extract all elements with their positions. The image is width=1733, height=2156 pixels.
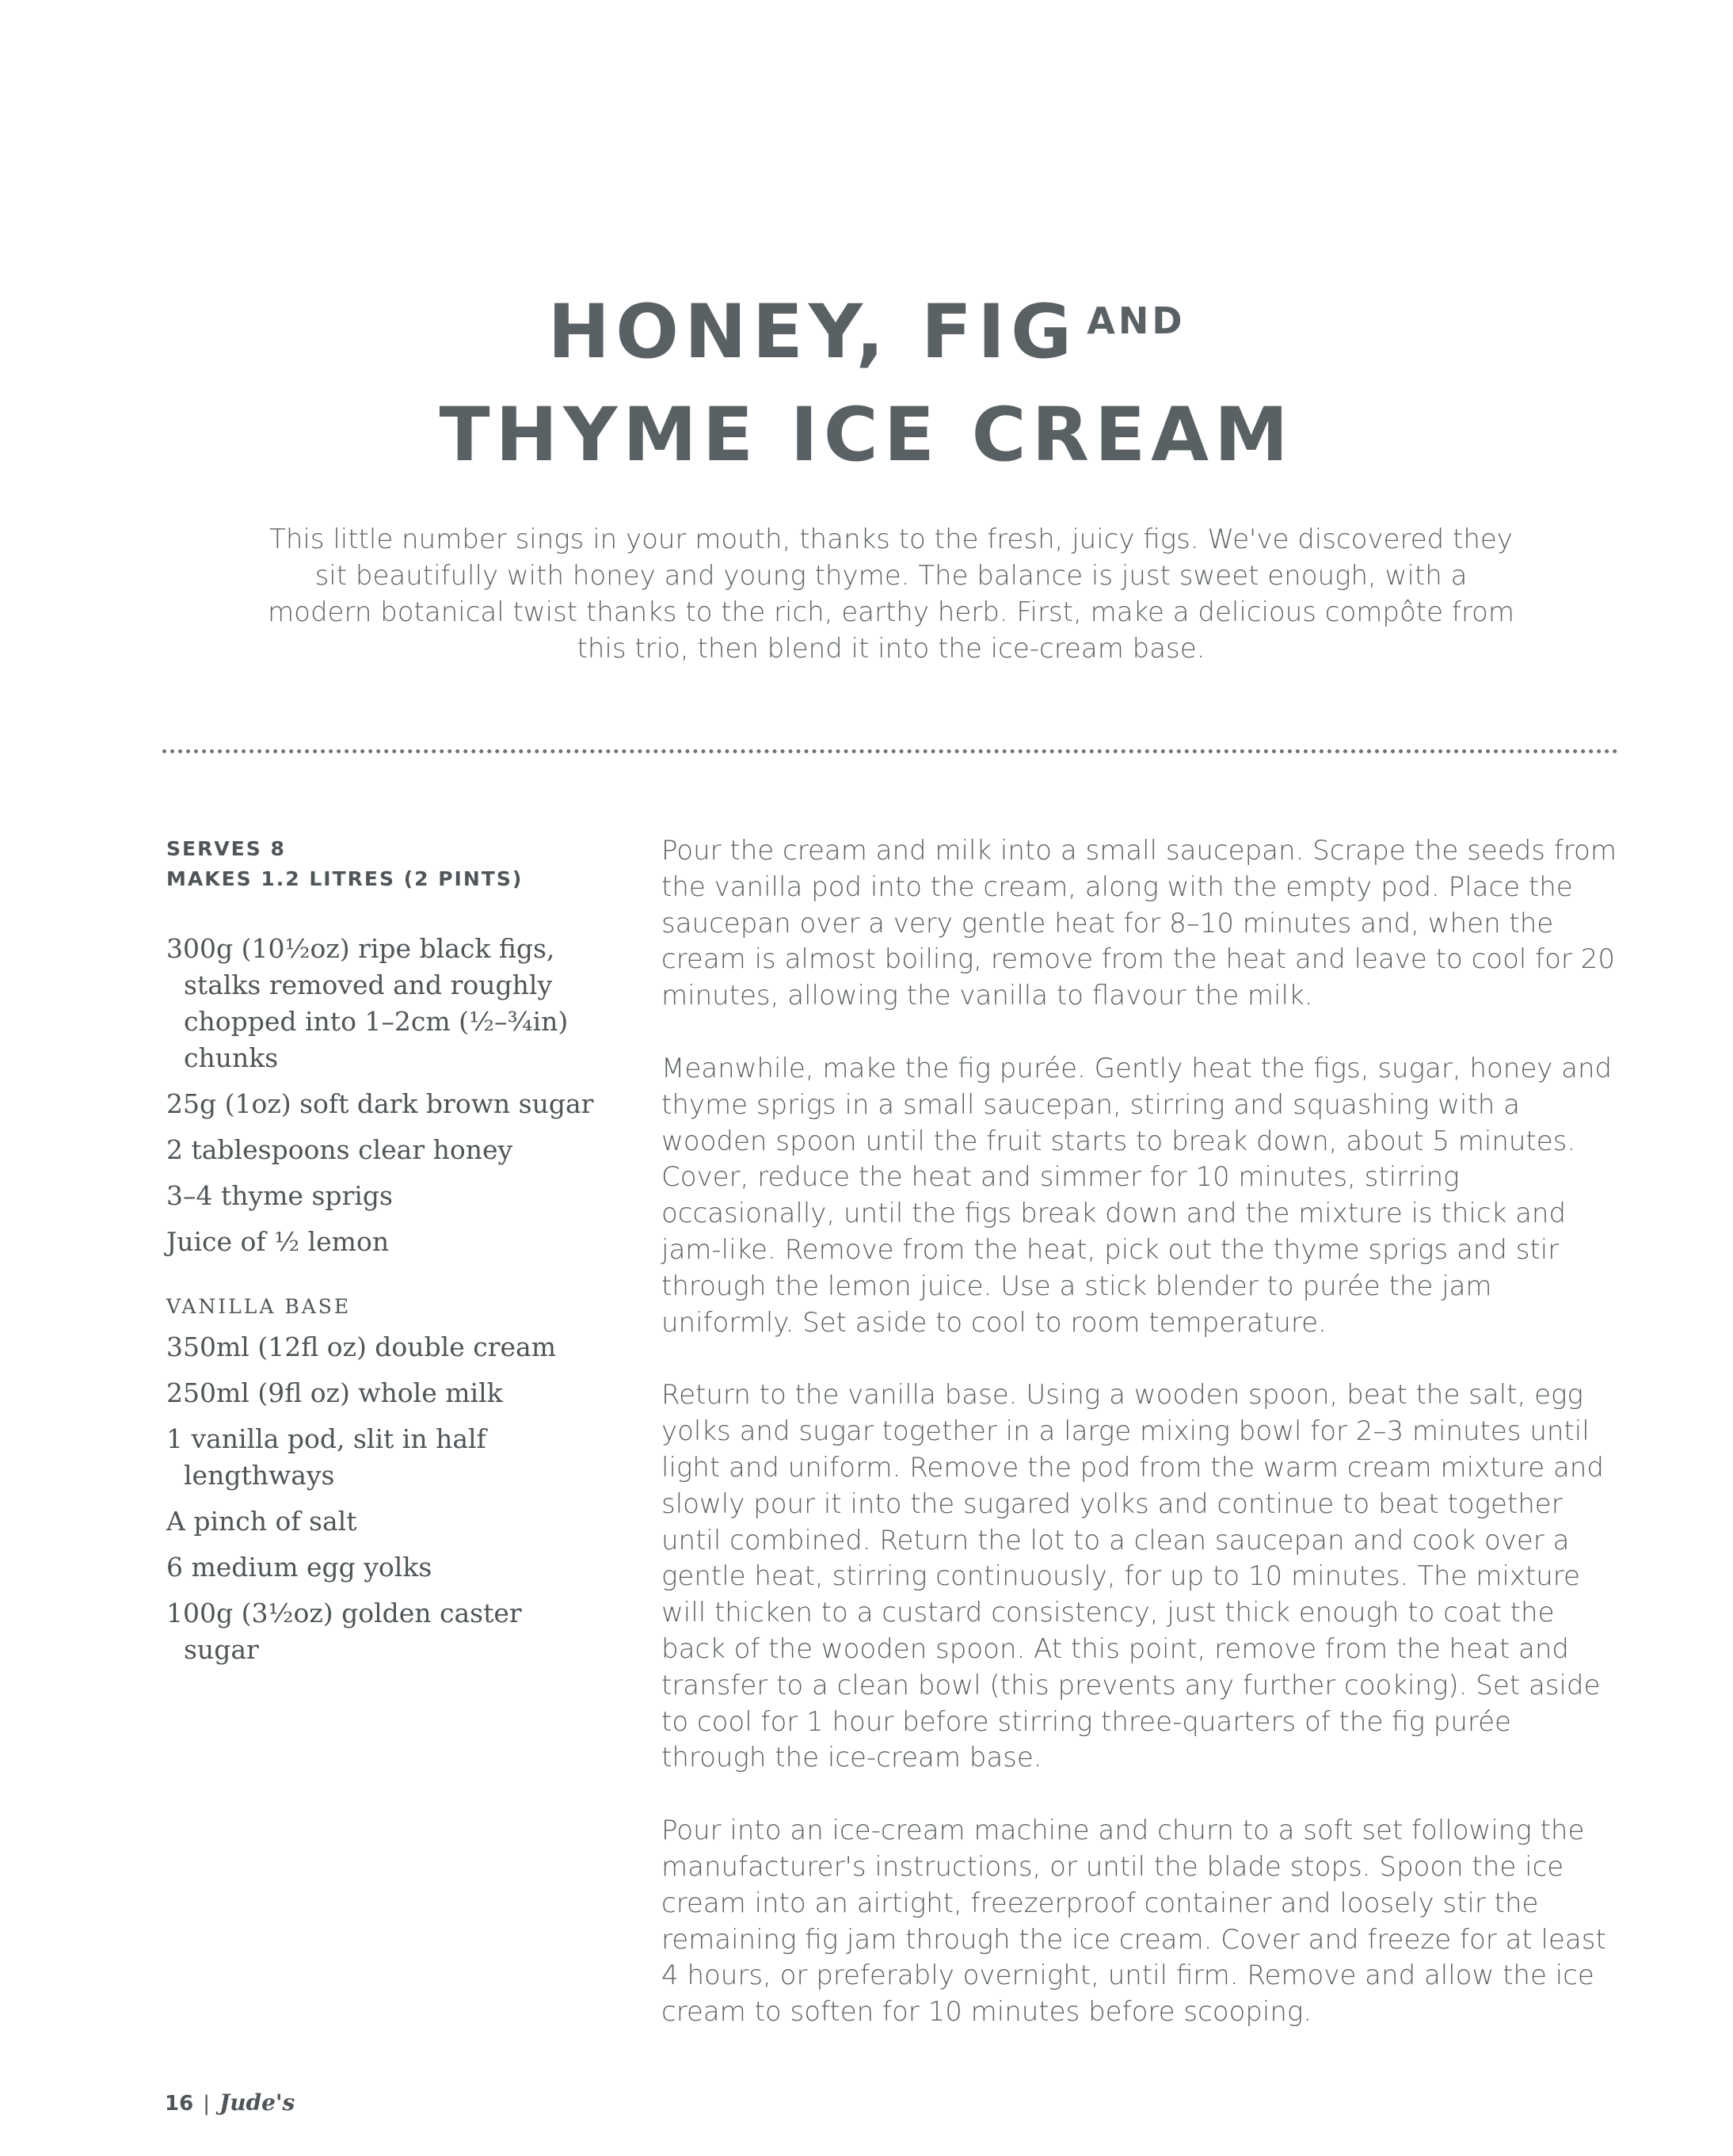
dotted-divider: [162, 749, 1618, 753]
ingredient-item: A pinch of salt: [166, 1506, 357, 1537]
page-number: 16: [165, 2092, 194, 2116]
ingredient-item: 250ml (9fl oz) whole milk: [166, 1377, 503, 1408]
title-line-1: [0, 269, 1733, 384]
ingredient-list: [166, 931, 594, 1260]
recipe-title: [0, 269, 1733, 487]
ingredient-item: 2 tablespoons clear honey: [166, 1134, 513, 1165]
ingredients-column: [166, 834, 594, 1678]
ingredient-item: 6 medium egg yolks: [166, 1552, 432, 1583]
vanilla-base-list: [166, 1329, 594, 1668]
ingredient-item: 25g (1oz) soft dark brown sugar: [166, 1088, 594, 1119]
method-step: Pour into an ice-cream machine and churn to a soft set following the manufacturer's instructions, or until the blade stops. Spoon the ice cream into an airtight, freezerproof container and loosely stir the remaining fig jam through the ice cream. Cover and freeze for at least 4 hours, or preferably overnight, until firm. Remove and allow the ice cream to soften for 10 minutes before scooping.: [661, 1815, 1606, 2028]
ingredient-item: Juice of ½ lemon: [166, 1226, 390, 1257]
ingredient-item: 3–4 thyme sprigs: [166, 1180, 393, 1211]
ingredient-item: 350ml (12fl oz) double cream: [166, 1331, 557, 1362]
method-step: Pour the cream and milk into a small saucepan. Scrape the seeds from the vanilla pod into the cream, along with the empty pod. Place the saucepan over a very gentle heat for 8–10 minutes and, when the cream is almost boiling, remove from the heat and leave to cool for 20 minutes, allowing the vanilla to flavour the milk.: [661, 835, 1617, 1012]
ingredient-item: 100g (3½oz) golden caster sugar: [166, 1598, 522, 1665]
title-line-1-connector: AND: [1087, 299, 1186, 342]
method-step: Meanwhile, make the fig purée. Gently heat the figs, sugar, honey and thyme sprigs in a small saucepan, stirring and squashing with a wooden spoon until the fruit starts to break down, about 5 minutes. Cover, reduce the heat and simmer for 10 minutes, stirring occasionally, until the figs break down and the mixture is thick and jam-like. Remove from the heat, pick out the thyme sprigs and stir through the lemon juice. Use a stick blender to purée the jam uniformly. Set aside to cool to room temperature.: [661, 1052, 1613, 1339]
intro-paragraph: This little number sings in your mouth, thanks to the fresh, juicy figs. We've discovered they sit beautifully with honey and young thyme. The balance is just sweet enough, with a modern botanical twist thanks to the rich, earthy herb. First, make a delicious compôte from this trio, then blend it into the ice-cream base.: [268, 524, 1514, 665]
title-line-2: THYME ICE CREAM: [439, 392, 1294, 478]
method-step: Return to the vanilla base. Using a wooden spoon, beat the salt, egg yolks and sugar together in a large mixing bowl for 2–3 minutes until light and uniform. Remove the pod from the warm cream mixture and slowly pour it into the sugared yolks and continue to beat together until combined. Return the lot to a clean saucepan and cook over a gentle heat, stirring continuously, for up to 10 minutes. The mixture will thicken to a custard consistency, just thick enough to coat the back of the wooden spoon. At this point, remove from the heat and transfer to a clean bowl (this prevents any further cooking). Set aside to cool for 1 hour before stirring three-quarters of the fig purée through the ice-cream base.: [661, 1379, 1604, 1774]
brand-logo: Jude's: [219, 2089, 295, 2116]
makes-label: MAKES 1.2 LITRES (2 PINTS): [166, 867, 524, 890]
title-line-1-main: HONEY, FIG: [547, 289, 1078, 375]
method-column: [661, 833, 1624, 2067]
ingredient-item: 1 vanilla pod, slit in half lengthways: [166, 1423, 486, 1491]
footer-separator: |: [203, 2092, 210, 2116]
serves-label: SERVES 8: [166, 837, 286, 860]
page-footer: [165, 2089, 295, 2116]
vanilla-base-heading: VANILLA BASE: [166, 1295, 352, 1318]
ingredient-item: 300g (10½oz) ripe black figs, stalks removed and roughly chopped into 1–2cm (½–¾in) chunks: [166, 933, 569, 1073]
